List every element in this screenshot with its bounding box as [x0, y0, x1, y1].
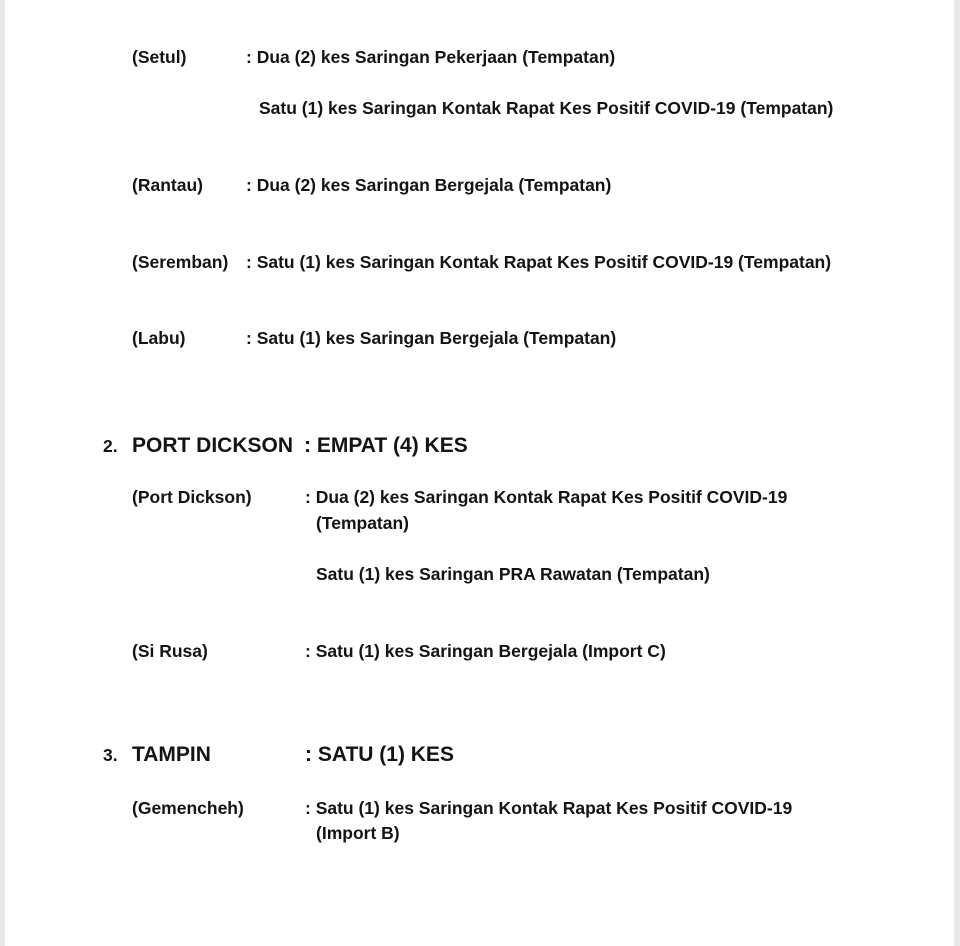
district-case-count-port-dickson: : EMPAT (4) KES: [304, 434, 468, 457]
document-page: [5, 0, 954, 946]
section-number-3: 3.: [103, 745, 118, 765]
case-detail-setul-1: : Dua (2) kes Saringan Pekerjaan (Tempatan): [246, 47, 616, 67]
area-label-si-rusa: (Si Rusa): [132, 641, 208, 661]
case-detail-port-dickson-2: Satu (1) kes Saringan PRA Rawatan (Tempatan): [316, 564, 710, 584]
district-heading-port-dickson: PORT DICKSON: [132, 434, 294, 457]
area-label-seremban: (Seremban): [132, 252, 229, 272]
area-label-port-dickson: (Port Dickson): [132, 487, 252, 507]
case-detail-gemencheh-1: : Satu (1) kes Saringan Kontak Rapat Kes Positif COVID-19: [305, 798, 793, 818]
district-case-count-tampin: : SATU (1) KES: [305, 743, 454, 766]
district-heading-tampin: TAMPIN: [132, 743, 211, 766]
area-label-rantau: (Rantau): [132, 175, 203, 195]
case-detail-port-dickson-1-cont: (Tempatan): [316, 513, 410, 533]
case-detail-port-dickson-1: : Dua (2) kes Saringan Kontak Rapat Kes Positif COVID-19: [305, 487, 788, 507]
case-detail-rantau: : Dua (2) kes Saringan Bergejala (Tempatan): [246, 175, 612, 195]
case-detail-seremban: : Satu (1) kes Saringan Kontak Rapat Kes Positif COVID-19 (Tempatan): [246, 252, 832, 272]
case-detail-gemencheh-1-cont: (Import B): [316, 823, 400, 843]
section-number-2: 2.: [103, 436, 118, 456]
case-detail-labu: : Satu (1) kes Saringan Bergejala (Tempatan): [246, 328, 617, 348]
area-label-labu: (Labu): [132, 328, 186, 348]
area-label-setul: (Setul): [132, 47, 187, 67]
case-detail-setul-2: Satu (1) kes Saringan Kontak Rapat Kes Positif COVID-19 (Tempatan): [259, 98, 834, 118]
case-detail-si-rusa: : Satu (1) kes Saringan Bergejala (Import C): [305, 641, 666, 661]
area-label-gemencheh: (Gemencheh): [132, 798, 244, 818]
